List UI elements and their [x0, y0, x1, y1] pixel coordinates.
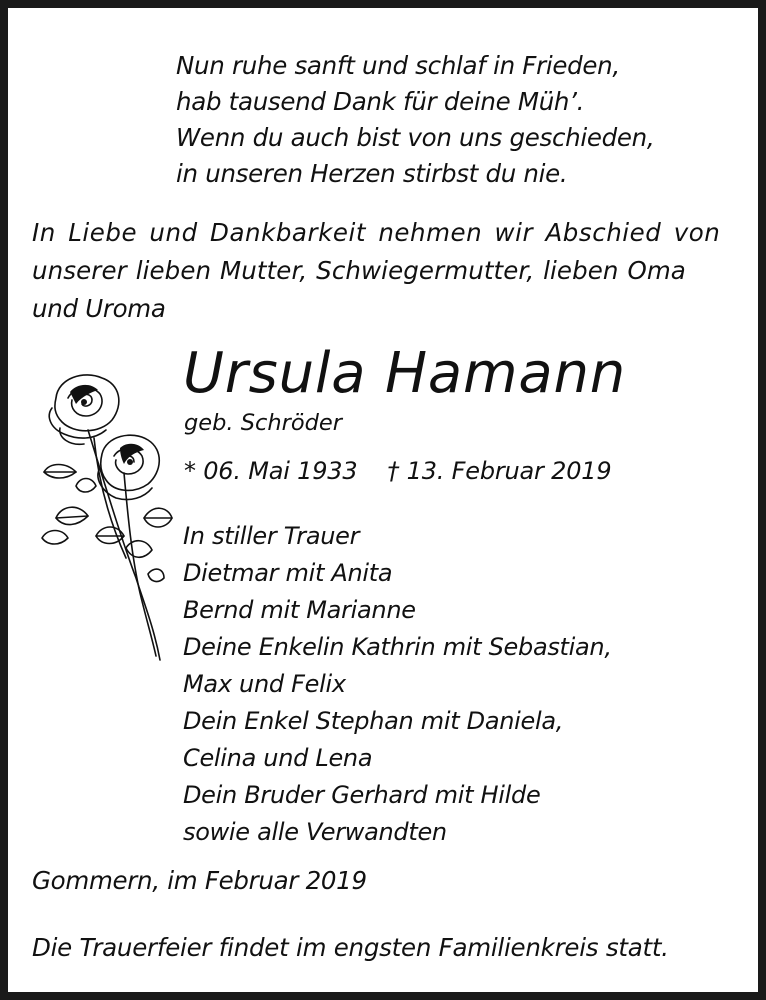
- mourner-line: In stiller Trauer: [183, 522, 360, 550]
- intro-line: In Liebe und Dankbarkeit nehmen wir Abschied von: [32, 218, 721, 247]
- poem-line: Nun ruhe sanft und schlaf in Frieden,: [176, 51, 620, 80]
- mourner-line: Dein Bruder Gerhard mit Hilde: [183, 781, 541, 809]
- mourner-line: Celina und Lena: [183, 744, 373, 772]
- birth-date: * 06. Mai 1933: [184, 457, 358, 485]
- intro-line: unserer lieben Mutter, Schwiegermutter, lieben Oma: [32, 256, 686, 285]
- ceremony-note: Die Trauerfeier findet im engsten Familienkreis statt.: [32, 933, 669, 962]
- intro-text: [32, 214, 752, 328]
- mourner-line: Bernd mit Marianne: [183, 596, 416, 624]
- mourners-list: [183, 518, 612, 851]
- place-date: Gommern, im Februar 2019: [32, 866, 367, 895]
- mourner-line: Dein Enkel Stephan mit Daniela,: [183, 707, 564, 735]
- intro-line: und Uroma: [32, 294, 166, 323]
- roses-illustration-icon: [36, 368, 176, 668]
- mourner-line: Max und Felix: [183, 670, 346, 698]
- mourner-line: Dietmar mit Anita: [183, 559, 393, 587]
- life-dates: [184, 453, 611, 489]
- mourner-line: Deine Enkelin Kathrin mit Sebastian,: [183, 633, 612, 661]
- poem: [176, 48, 654, 192]
- deceased-name: Ursula Hamann: [183, 341, 627, 406]
- poem-line: Wenn du auch bist von uns geschieden,: [176, 123, 655, 152]
- death-date: † 13. Februar 2019: [387, 457, 612, 485]
- poem-line: in unseren Herzen stirbst du nie.: [176, 159, 568, 188]
- maiden-name: geb. Schröder: [184, 410, 343, 436]
- mourner-line: sowie alle Verwandten: [183, 818, 447, 846]
- poem-line: hab tausend Dank für deine Müh’.: [176, 87, 585, 116]
